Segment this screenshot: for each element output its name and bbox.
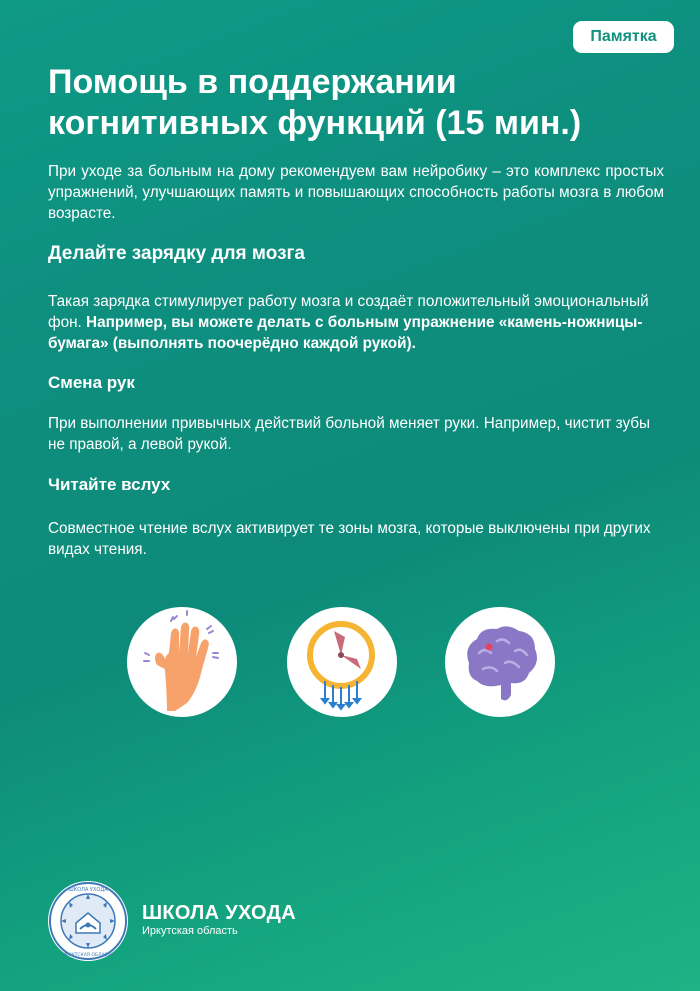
footer-subtitle: Иркутская область (142, 925, 238, 937)
page-title: Помощь в поддержании когнитивных функций (15 мин.) (48, 63, 582, 142)
section-text-bold: Например, вы можете делать с больным упражнение «камень-ножницы-бумага» (выполнять поочерёдно каждой рукой). (48, 314, 643, 352)
section-heading-read-aloud: Читайте вслух (48, 475, 171, 494)
hand-icon-circle (127, 607, 237, 717)
school-logo-emblem (48, 881, 128, 961)
section-text-plain: Такая зарядка стимулирует работу мозга и создаёт положительный эмоциональный фон. (48, 293, 649, 331)
clock-icon-circle (287, 607, 397, 717)
intro-paragraph: При уходе за больным на дому рекомендуем вам нейробику – это комплекс простых упражнений, улучшающих память и повышающих способность работы мозга в любом возрасте. (48, 163, 664, 222)
brain-icon-circle (445, 607, 555, 717)
section-text-brain-exercise (48, 291, 664, 354)
footer-title: ШКОЛА УХОДА (142, 902, 296, 924)
logo-text-top: ШКОЛА УХОДА (68, 887, 108, 893)
brain-icon (445, 607, 555, 717)
section-heading-brain-exercise: Делайте зарядку для мозга (48, 243, 306, 264)
logo-text-bottom: ИРКУТСКАЯ ОБЛАСТЬ (62, 953, 114, 958)
clock-icon (287, 607, 397, 717)
hand-icon (127, 607, 237, 717)
document-type-badge: Памятка (573, 21, 674, 53)
section-text-change-hands: При выполнении привычных действий больной меняет руки. Например, чистит зубы не правой, а левой рукой. (48, 415, 651, 453)
section-text-read-aloud: Совместное чтение вслух активирует те зоны мозга, которые выключены при других видах чтения. (48, 520, 651, 558)
section-heading-change-hands: Смена рук (48, 373, 135, 392)
school-logo (48, 881, 128, 961)
